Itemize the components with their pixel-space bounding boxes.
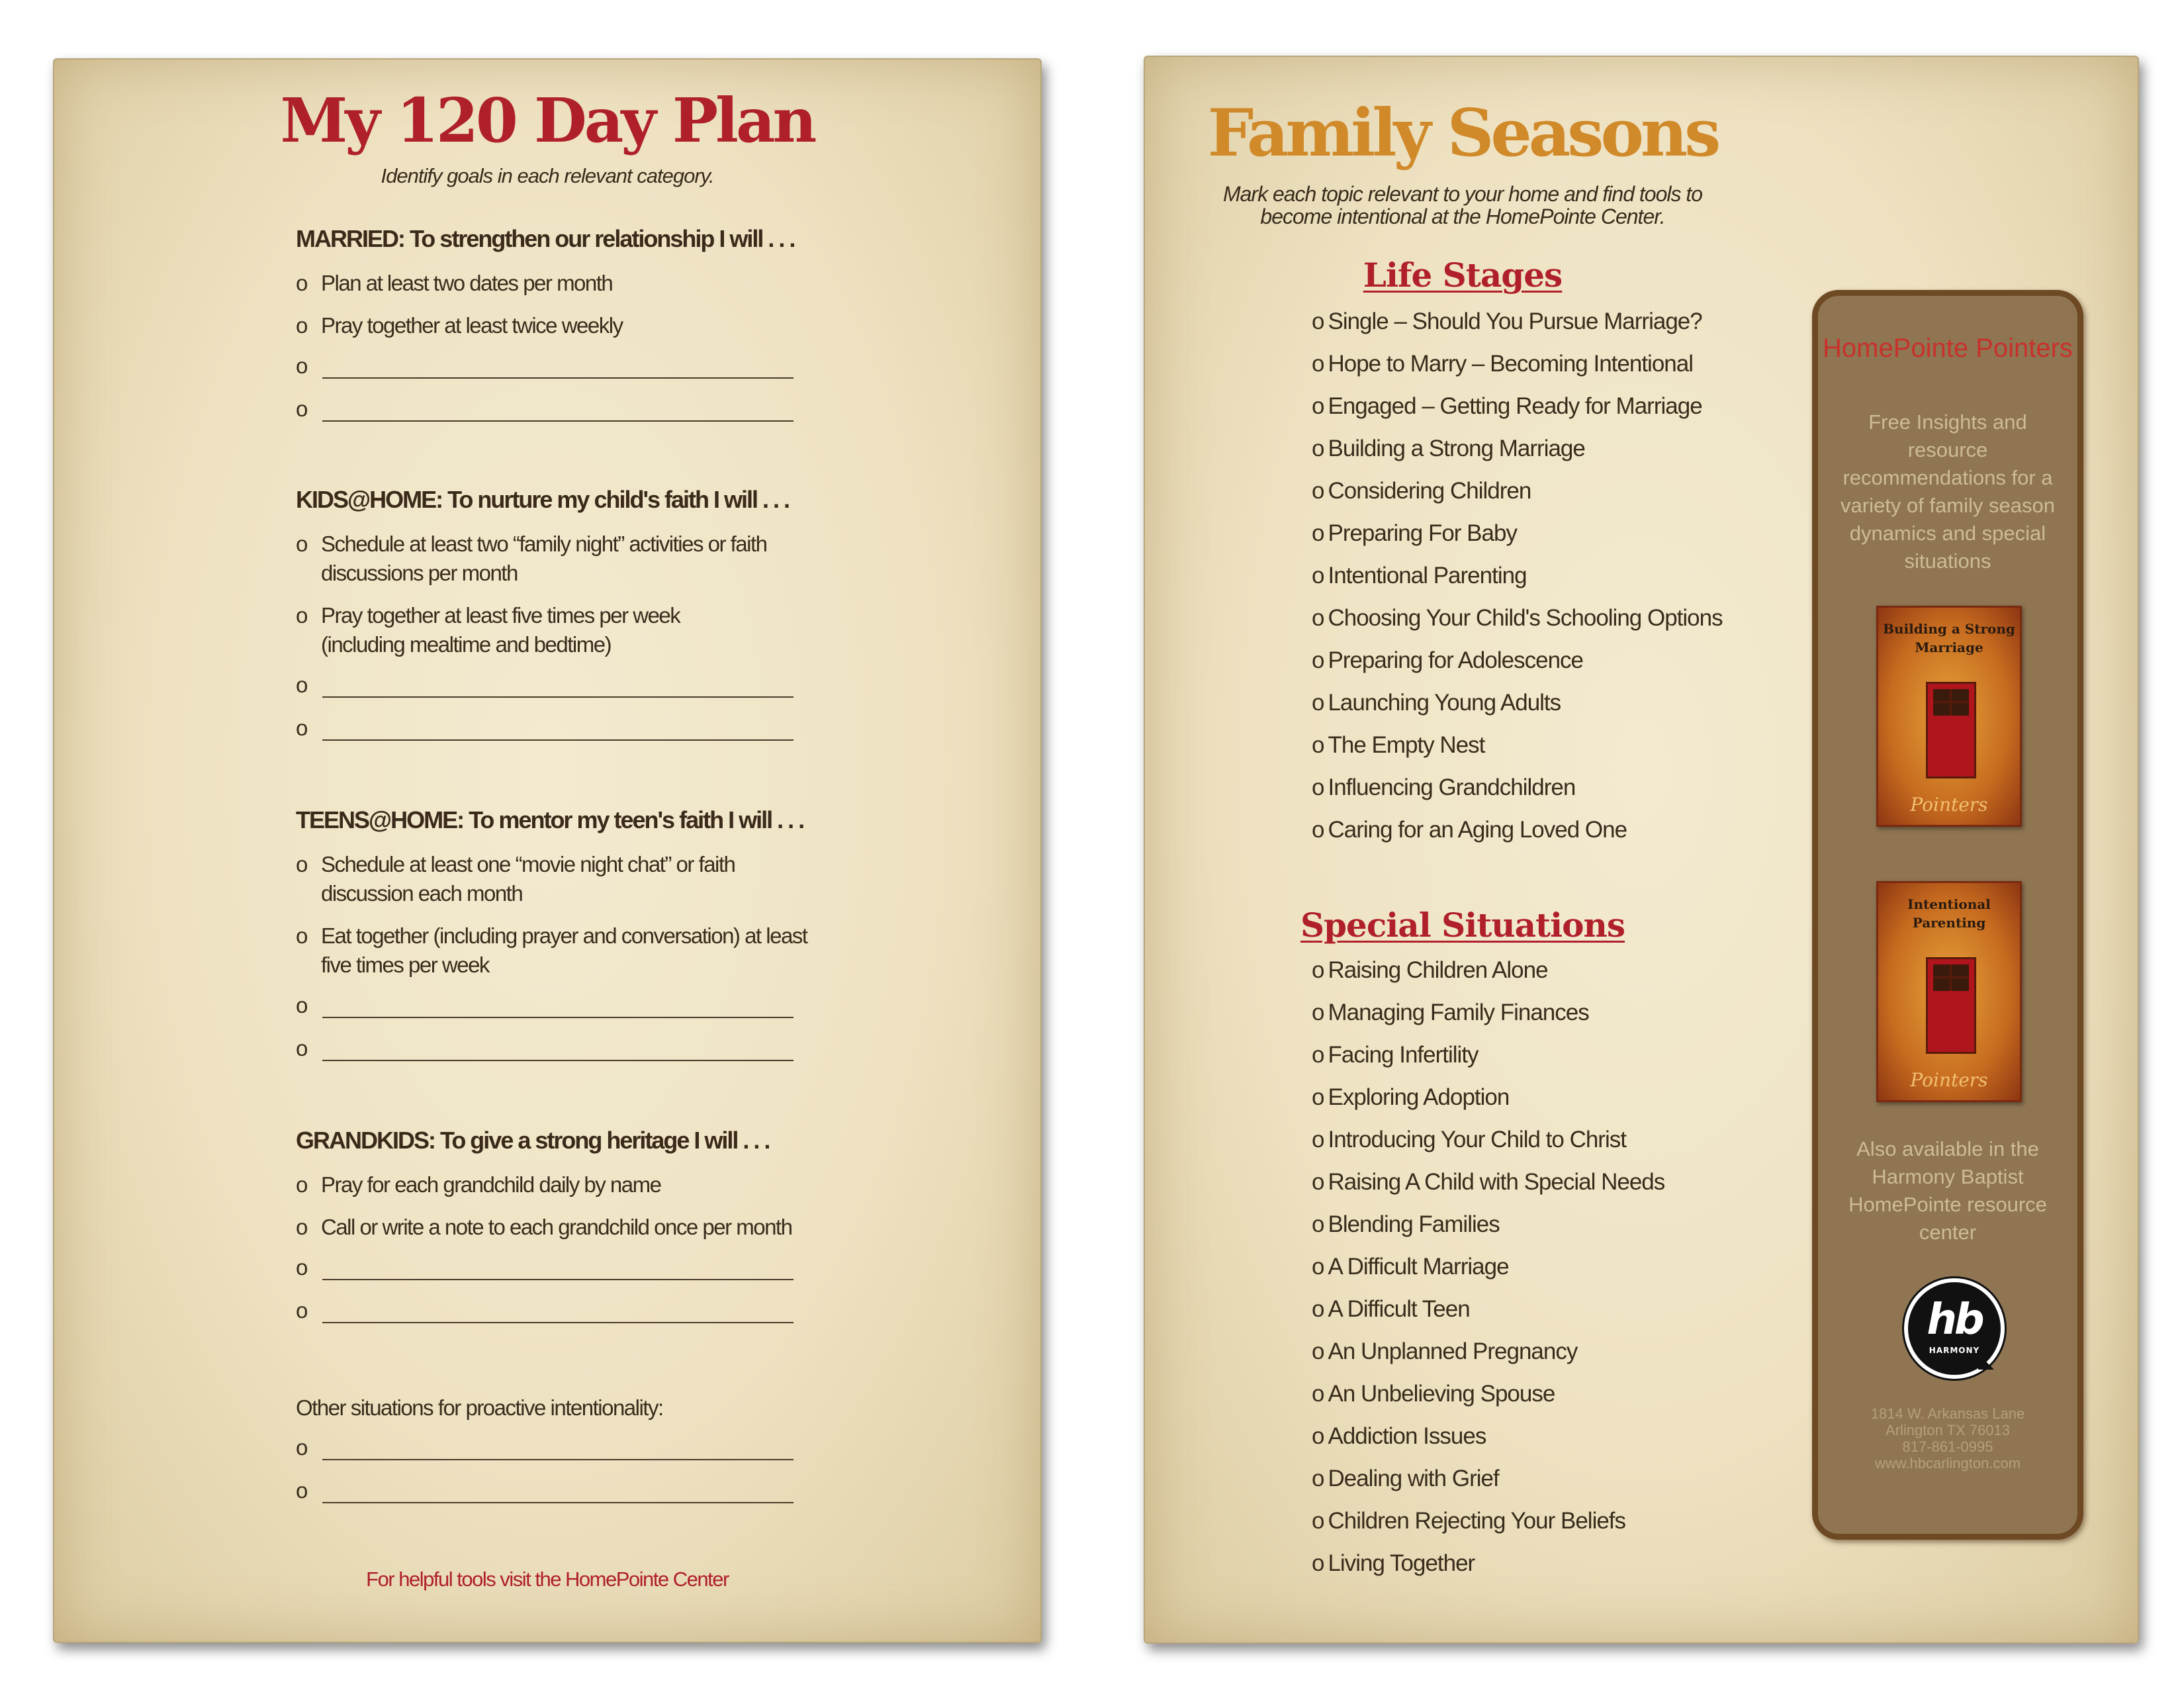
- bullet-icon: o: [296, 852, 307, 876]
- plan-subtitle: Identify goals in each relevant category.: [381, 164, 714, 187]
- bullet-icon: o: [296, 1215, 307, 1239]
- blank-goal-line[interactable]: o: [296, 673, 958, 702]
- blank-goal-line[interactable]: o: [296, 397, 958, 426]
- topic-label: Managing Family Finances: [1328, 1000, 1589, 1025]
- topic-item[interactable]: [1312, 732, 1735, 774]
- book-brand: Pointers: [1910, 794, 1988, 816]
- topic-label: Launching Young Adults: [1328, 690, 1561, 716]
- goal-item: o Plan at least two dates per month: [296, 269, 958, 298]
- checkbox-circle-icon[interactable]: o: [1312, 1084, 1324, 1110]
- topic-label: Influencing Grandchildren: [1328, 774, 1576, 800]
- goal-item: o Eat together (including prayer and conversation) at least five times per week: [296, 921, 811, 980]
- section-heading: KIDS@HOME: To nurture my child's faith I will . . .: [296, 486, 790, 513]
- goal-item: o Call or write a note to each grandchild once per month: [296, 1213, 958, 1242]
- family-seasons-title: Family Seasons: [1207, 95, 1718, 171]
- topic-label: Addiction Issues: [1328, 1423, 1486, 1449]
- topic-label: Caring for an Aging Loved One: [1328, 817, 1627, 843]
- section-teens-at-home: [296, 806, 958, 1079]
- topic-label: A Difficult Teen: [1328, 1296, 1470, 1322]
- topic-label: Preparing For Baby: [1328, 520, 1517, 546]
- checkbox-circle-icon[interactable]: o: [1312, 605, 1324, 631]
- topic-item[interactable]: [1312, 1254, 1735, 1296]
- checkbox-circle-icon[interactable]: o: [1312, 436, 1324, 461]
- topic-label: Living Together: [1328, 1550, 1475, 1576]
- checkbox-circle-icon[interactable]: o: [1312, 774, 1324, 800]
- topic-label: Dealing with Grief: [1328, 1466, 1499, 1491]
- book-brand: Pointers: [1910, 1069, 1988, 1091]
- checkbox-circle-icon[interactable]: o: [1312, 690, 1324, 716]
- door-icon: [1926, 957, 1976, 1054]
- topic-item[interactable]: [1312, 957, 1735, 1000]
- bullet-icon: o: [296, 1172, 307, 1197]
- bullet-icon: o: [296, 923, 307, 948]
- topic-item[interactable]: [1312, 1042, 1735, 1084]
- section-heading: GRANDKIDS: To give a strong heritage I will . . .: [296, 1127, 770, 1154]
- church-address: [1818, 1405, 2077, 1472]
- logo-letters: hb: [1927, 1295, 1982, 1344]
- checkbox-circle-icon[interactable]: o: [1312, 817, 1324, 843]
- topic-label: Raising Children Alone: [1328, 957, 1548, 983]
- checkbox-circle-icon[interactable]: o: [1312, 308, 1324, 334]
- topic-item[interactable]: [1312, 1338, 1735, 1381]
- family-seasons-card: [1144, 56, 2139, 1644]
- topic-item[interactable]: [1312, 605, 1735, 647]
- topic-label: Blending Families: [1328, 1211, 1500, 1237]
- checkbox-circle-icon[interactable]: o: [1312, 478, 1324, 504]
- checkbox-circle-icon[interactable]: o: [1312, 957, 1324, 983]
- section-married: [296, 225, 958, 440]
- book-cover: [1876, 606, 2022, 827]
- topic-item[interactable]: [1312, 1550, 1735, 1593]
- topic-label: Intentional Parenting: [1328, 563, 1527, 588]
- topic-item[interactable]: [1312, 690, 1735, 732]
- phone-number: 817-861-0995: [1902, 1438, 1993, 1455]
- checkbox-circle-icon[interactable]: o: [1312, 1211, 1324, 1237]
- blank-goal-line[interactable]: o: [296, 1435, 958, 1464]
- topic-item[interactable]: [1312, 1381, 1735, 1423]
- book-cover: [1876, 881, 2022, 1102]
- book-title: Building a Strong Marriage: [1883, 621, 2015, 655]
- topic-item[interactable]: [1312, 1296, 1735, 1338]
- sidebar-description: Free Insights and resource recommendations for a variety of family season dynamics and special situations: [1841, 410, 2055, 573]
- blank-goal-line[interactable]: o: [296, 1255, 958, 1284]
- topic-label: Preparing for Adolescence: [1328, 647, 1584, 673]
- special-situations-list: [1312, 957, 1735, 1593]
- goal-item: o Pray together at least five times per week (including mealtime and bedtime): [296, 601, 758, 659]
- checkbox-circle-icon[interactable]: o: [1312, 351, 1324, 377]
- address-line: Arlington TX 76013: [1886, 1422, 2010, 1438]
- website-link[interactable]: www.hbcarlington.com: [1874, 1455, 2021, 1472]
- bullet-icon: o: [296, 271, 307, 295]
- checkbox-circle-icon[interactable]: o: [1312, 393, 1324, 419]
- bullet-icon: o: [296, 532, 307, 556]
- other-situations-label: Other situations for proactive intentionality:: [296, 1395, 663, 1420]
- plan-title: My 120 Day Plan: [280, 85, 815, 156]
- life-stages-heading: Life Stages: [1363, 256, 1563, 295]
- checkbox-circle-icon[interactable]: o: [1312, 732, 1324, 758]
- blank-goal-line[interactable]: o: [296, 993, 958, 1022]
- topic-label: Single – Should You Pursue Marriage?: [1328, 308, 1702, 334]
- topic-item[interactable]: [1312, 1084, 1735, 1127]
- goal-item: o Pray together at least twice weekly: [296, 311, 958, 340]
- topic-item[interactable]: [1312, 774, 1735, 817]
- checkbox-circle-icon[interactable]: o: [1312, 1338, 1324, 1364]
- sidebar-title: HomePointe Pointers: [1823, 334, 2073, 363]
- checkbox-circle-icon[interactable]: o: [1312, 1381, 1324, 1407]
- topic-label: Children Rejecting Your Beliefs: [1328, 1508, 1626, 1534]
- topic-item[interactable]: [1312, 1466, 1735, 1508]
- topic-label: Raising A Child with Special Needs: [1328, 1169, 1665, 1195]
- topic-label: The Empty Nest: [1328, 732, 1485, 758]
- section-heading: TEENS@HOME: To mentor my teen's faith I will . . .: [296, 806, 804, 833]
- checkbox-circle-icon[interactable]: o: [1312, 1127, 1324, 1152]
- topic-label: Considering Children: [1328, 478, 1531, 504]
- blank-goal-line[interactable]: o: [296, 353, 958, 383]
- topic-item[interactable]: [1312, 1211, 1735, 1254]
- checkbox-circle-icon[interactable]: o: [1312, 563, 1324, 588]
- section-grandkids: [296, 1127, 958, 1341]
- topic-label: Engaged – Getting Ready for Marriage: [1328, 393, 1702, 419]
- topic-item[interactable]: [1312, 647, 1735, 690]
- topic-label: A Difficult Marriage: [1328, 1254, 1509, 1280]
- topic-label: Facing Infertility: [1328, 1042, 1479, 1068]
- topic-label: Hope to Marry – Becoming Intentional: [1328, 351, 1694, 377]
- plan-card: [53, 58, 1042, 1643]
- goal-item: o Schedule at least one “movie night chat” or faith discussion each month: [296, 850, 811, 908]
- blank-goal-line[interactable]: o: [296, 1478, 958, 1507]
- bullet-icon: o: [296, 313, 307, 338]
- plan-footer: For helpful tools visit the HomePointe Center: [366, 1568, 729, 1591]
- topic-item[interactable]: [1312, 436, 1735, 478]
- checkbox-circle-icon[interactable]: o: [1312, 1169, 1324, 1195]
- topic-label: An Unplanned Pregnancy: [1328, 1338, 1578, 1364]
- homepointe-pointers-sidebar: [1812, 290, 2083, 1540]
- topic-label: Introducing Your Child to Christ: [1328, 1127, 1626, 1152]
- goal-item: o Pray for each grandchild daily by name: [296, 1170, 958, 1199]
- address-line: 1814 W. Arkansas Lane: [1870, 1405, 2025, 1422]
- topic-item[interactable]: [1312, 393, 1735, 436]
- topic-item[interactable]: [1312, 1127, 1735, 1169]
- checkbox-circle-icon[interactable]: o: [1312, 1296, 1324, 1322]
- section-other: [296, 1395, 958, 1521]
- harmony-logo: [1904, 1278, 2005, 1379]
- topic-item[interactable]: [1312, 1508, 1735, 1550]
- topic-item[interactable]: [1312, 817, 1735, 859]
- topic-item[interactable]: [1312, 563, 1735, 605]
- family-seasons-intro: Mark each topic relevant to your home and find tools to become intentional at the HomePointe Center.: [1222, 182, 1703, 228]
- checkbox-circle-icon[interactable]: o: [1312, 1423, 1324, 1449]
- topic-label: An Unbelieving Spouse: [1328, 1381, 1555, 1407]
- topic-item[interactable]: [1312, 351, 1735, 393]
- topic-item[interactable]: [1312, 1423, 1735, 1466]
- bullet-icon: o: [296, 603, 307, 628]
- topic-label: Choosing Your Child's Schooling Options: [1328, 605, 1723, 631]
- blank-goal-line[interactable]: o: [296, 716, 958, 745]
- section-heading: MARRIED: To strengthen our relationship I will . . .: [296, 225, 795, 252]
- checkbox-circle-icon[interactable]: o: [1312, 520, 1324, 546]
- door-icon: [1926, 682, 1976, 778]
- topic-item[interactable]: [1312, 308, 1735, 351]
- checkbox-circle-icon[interactable]: o: [1312, 1466, 1324, 1491]
- checkbox-circle-icon[interactable]: o: [1312, 1508, 1324, 1534]
- topic-item[interactable]: [1312, 478, 1735, 520]
- topic-label: Building a Strong Marriage: [1328, 436, 1585, 461]
- blank-goal-line[interactable]: o: [296, 1036, 958, 1065]
- special-situations-heading: Special Situations: [1300, 906, 1625, 945]
- goal-item: o Schedule at least two “family night” activities or faith discussions per month: [296, 530, 784, 588]
- checkbox-circle-icon[interactable]: o: [1312, 647, 1324, 673]
- topic-item[interactable]: [1312, 520, 1735, 563]
- book-title: Intentional Parenting: [1907, 896, 1991, 931]
- topic-item[interactable]: [1312, 1000, 1735, 1042]
- blank-goal-line[interactable]: o: [296, 1298, 958, 1327]
- life-stages-list: [1312, 308, 1735, 859]
- checkbox-circle-icon[interactable]: o: [1312, 1000, 1324, 1025]
- topic-label: Exploring Adoption: [1328, 1084, 1510, 1110]
- section-kids-at-home: [296, 486, 958, 759]
- topic-item[interactable]: [1312, 1169, 1735, 1211]
- logo-label: HARMONY: [1929, 1346, 1980, 1355]
- checkbox-circle-icon[interactable]: o: [1312, 1550, 1324, 1576]
- checkbox-circle-icon[interactable]: o: [1312, 1042, 1324, 1068]
- checkbox-circle-icon[interactable]: o: [1312, 1254, 1324, 1280]
- sidebar-availability: Also available in the Harmony Baptist HomePointe resource center: [1848, 1137, 2047, 1244]
